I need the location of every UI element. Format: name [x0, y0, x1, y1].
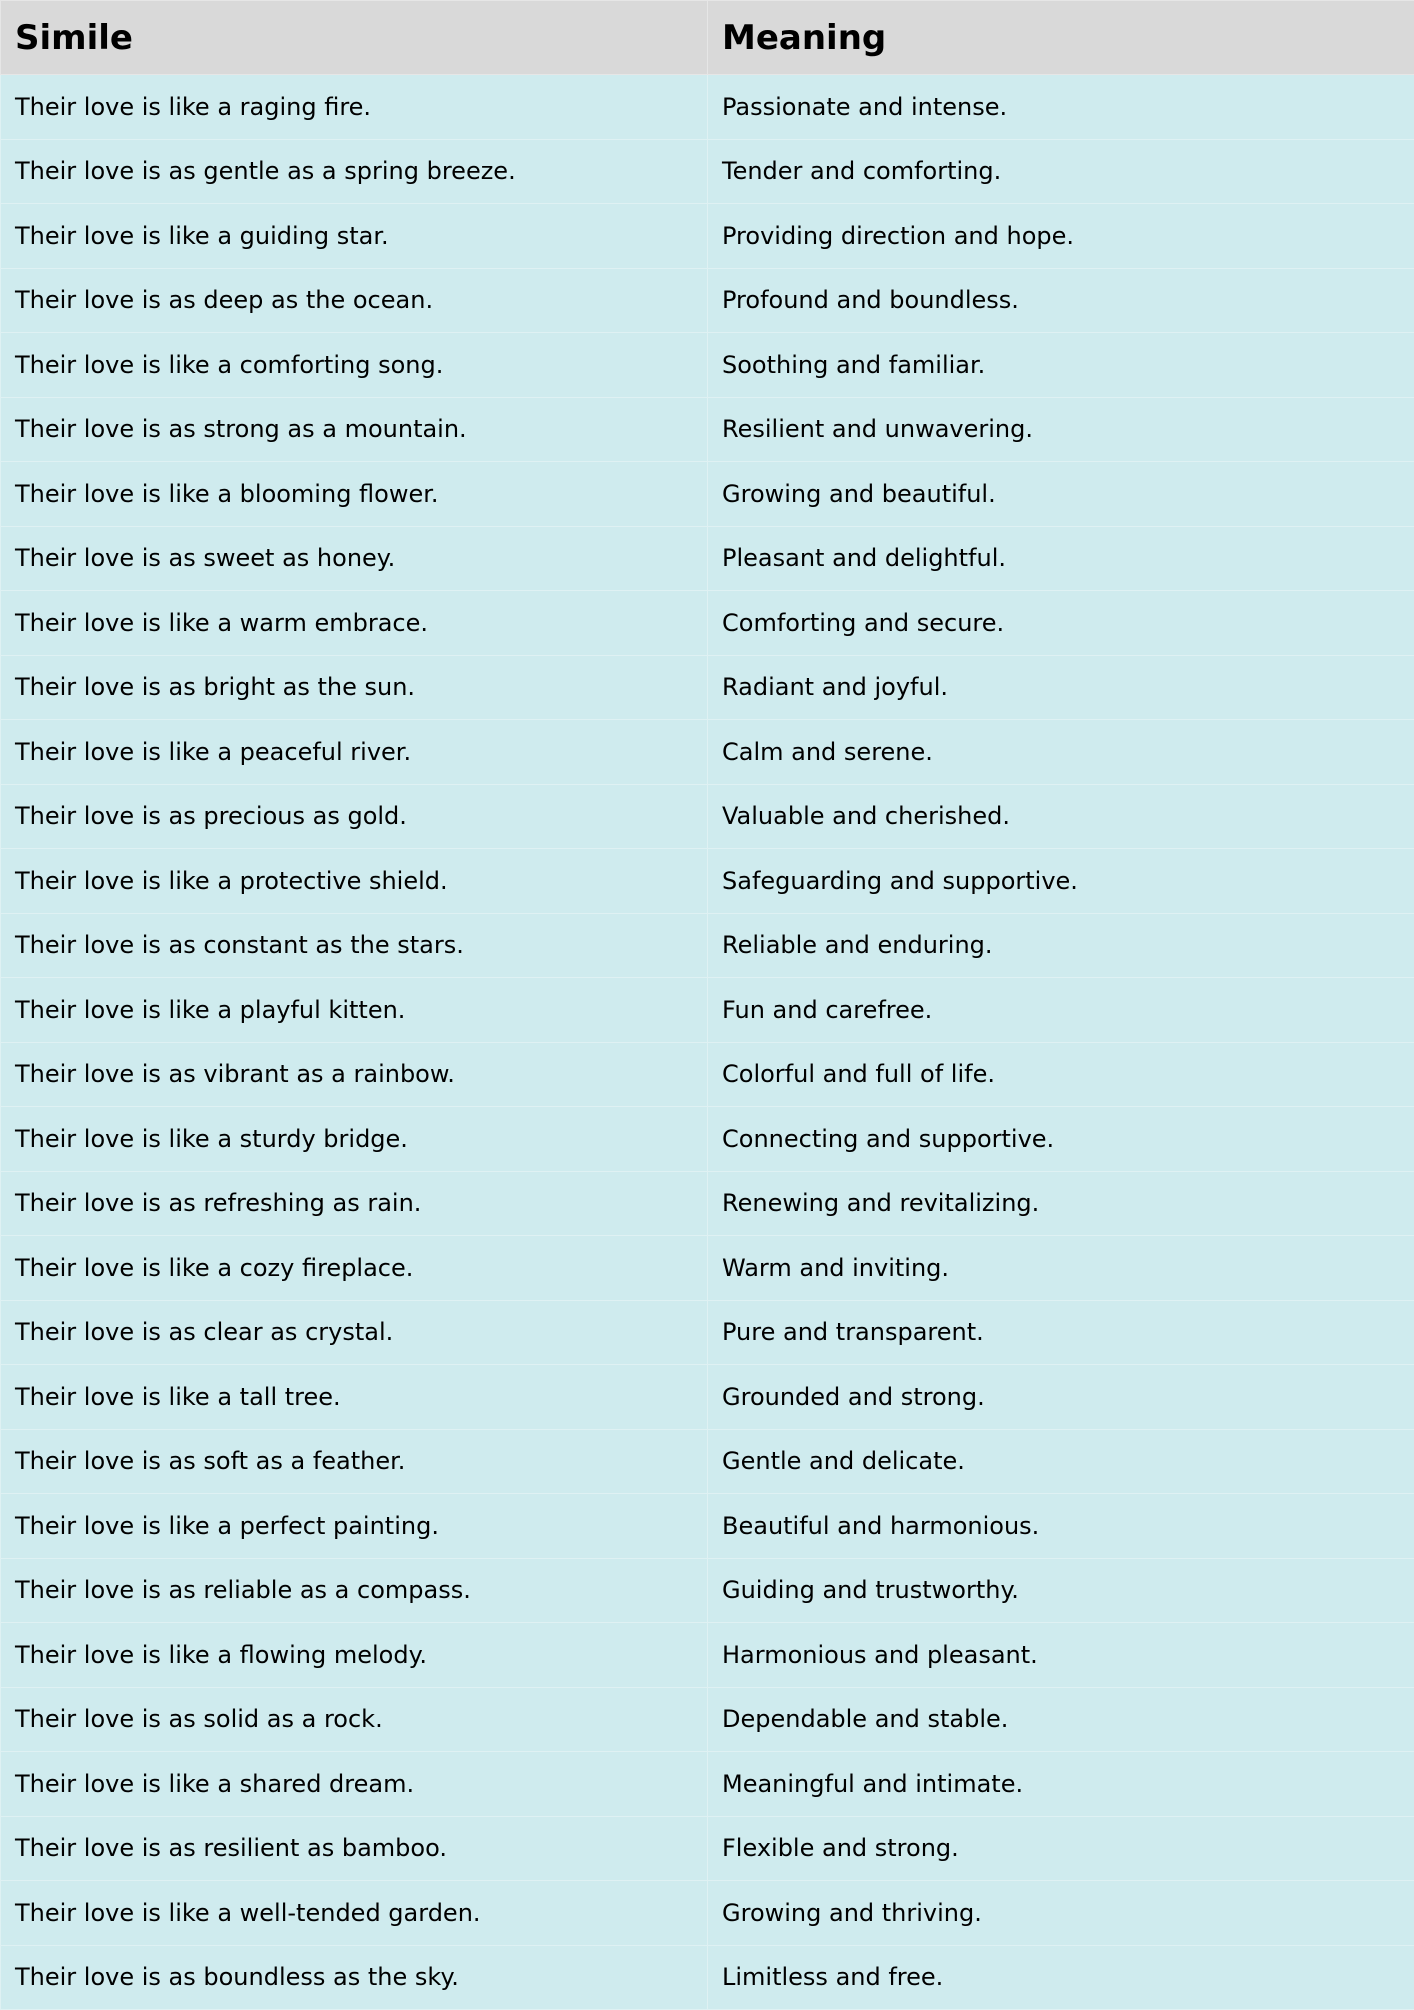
table-row	[1, 1300, 1414, 1365]
table-row	[1, 1171, 1414, 1236]
table-row	[1, 1107, 1414, 1172]
simile-cell: Their love is like a warm embrace.	[1, 591, 708, 656]
table-row	[1, 1687, 1414, 1752]
meaning-cell: Flexible and strong.	[708, 1816, 1414, 1881]
table-body	[1, 75, 1414, 2010]
meaning-cell: Passionate and intense.	[708, 75, 1414, 140]
table-row	[1, 1752, 1414, 1817]
meaning-cell: Pure and transparent.	[708, 1300, 1414, 1365]
table-row	[1, 1042, 1414, 1107]
table-row	[1, 1365, 1414, 1430]
table-row	[1, 655, 1414, 720]
table-row	[1, 204, 1414, 269]
meaning-cell: Connecting and supportive.	[708, 1107, 1414, 1172]
meaning-cell: Renewing and revitalizing.	[708, 1171, 1414, 1236]
table-row	[1, 978, 1414, 1043]
meaning-cell: Comforting and secure.	[708, 591, 1414, 656]
simile-cell: Their love is as solid as a rock.	[1, 1687, 708, 1752]
simile-cell: Their love is as constant as the stars.	[1, 913, 708, 978]
simile-cell: Their love is as soft as a feather.	[1, 1429, 708, 1494]
table-row	[1, 462, 1414, 527]
meaning-cell: Profound and boundless.	[708, 268, 1414, 333]
simile-cell: Their love is as gentle as a spring breeze.	[1, 139, 708, 204]
meaning-cell: Providing direction and hope.	[708, 204, 1414, 269]
meaning-cell: Fun and carefree.	[708, 978, 1414, 1043]
table-row	[1, 720, 1414, 785]
simile-cell: Their love is like a blooming flower.	[1, 462, 708, 527]
table-row	[1, 784, 1414, 849]
meaning-cell: Warm and inviting.	[708, 1236, 1414, 1301]
simile-cell: Their love is as reliable as a compass.	[1, 1558, 708, 1623]
simile-cell: Their love is as resilient as bamboo.	[1, 1816, 708, 1881]
table-row	[1, 333, 1414, 398]
meaning-cell: Grounded and strong.	[708, 1365, 1414, 1430]
meaning-cell: Growing and thriving.	[708, 1881, 1414, 1946]
table-row	[1, 268, 1414, 333]
simile-cell: Their love is like a peaceful river.	[1, 720, 708, 785]
table-row	[1, 526, 1414, 591]
meaning-cell: Beautiful and harmonious.	[708, 1494, 1414, 1559]
simile-cell: Their love is as sweet as honey.	[1, 526, 708, 591]
simile-cell: Their love is as vibrant as a rainbow.	[1, 1042, 708, 1107]
meaning-cell: Harmonious and pleasant.	[708, 1623, 1414, 1688]
table-row	[1, 591, 1414, 656]
meaning-cell: Meaningful and intimate.	[708, 1752, 1414, 1817]
meaning-cell: Guiding and trustworthy.	[708, 1558, 1414, 1623]
simile-cell: Their love is as strong as a mountain.	[1, 397, 708, 462]
simile-cell: Their love is like a comforting song.	[1, 333, 708, 398]
table-row	[1, 397, 1414, 462]
meaning-cell: Tender and comforting.	[708, 139, 1414, 204]
table-header	[1, 1, 1414, 75]
column-header-meaning: Meaning	[708, 1, 1414, 75]
meaning-cell: Colorful and full of life.	[708, 1042, 1414, 1107]
simile-cell: Their love is like a protective shield.	[1, 849, 708, 914]
meaning-cell: Calm and serene.	[708, 720, 1414, 785]
meaning-cell: Soothing and familiar.	[708, 333, 1414, 398]
table-row	[1, 1816, 1414, 1881]
meaning-cell: Safeguarding and supportive.	[708, 849, 1414, 914]
simile-cell: Their love is as deep as the ocean.	[1, 268, 708, 333]
simile-cell: Their love is as clear as crystal.	[1, 1300, 708, 1365]
simile-cell: Their love is as bright as the sun.	[1, 655, 708, 720]
column-header-simile: Simile	[1, 1, 708, 75]
simile-cell: Their love is like a perfect painting.	[1, 1494, 708, 1559]
table-row	[1, 1558, 1414, 1623]
simile-cell: Their love is like a well-tended garden.	[1, 1881, 708, 1946]
meaning-cell: Limitless and free.	[708, 1945, 1414, 2010]
meaning-cell: Pleasant and delightful.	[708, 526, 1414, 591]
meaning-cell: Resilient and unwavering.	[708, 397, 1414, 462]
meaning-cell: Valuable and cherished.	[708, 784, 1414, 849]
simile-cell: Their love is like a shared dream.	[1, 1752, 708, 1817]
simile-cell: Their love is like a cozy fireplace.	[1, 1236, 708, 1301]
meaning-cell: Reliable and enduring.	[708, 913, 1414, 978]
table-row	[1, 849, 1414, 914]
simile-cell: Their love is like a guiding star.	[1, 204, 708, 269]
meaning-cell: Growing and beautiful.	[708, 462, 1414, 527]
simile-cell: Their love is like a playful kitten.	[1, 978, 708, 1043]
meaning-cell: Radiant and joyful.	[708, 655, 1414, 720]
table-row	[1, 1236, 1414, 1301]
simile-cell: Their love is like a flowing melody.	[1, 1623, 708, 1688]
header-row	[1, 1, 1414, 75]
meaning-cell: Gentle and delicate.	[708, 1429, 1414, 1494]
table-row	[1, 139, 1414, 204]
simile-cell: Their love is like a tall tree.	[1, 1365, 708, 1430]
table-row	[1, 1623, 1414, 1688]
table-row	[1, 1494, 1414, 1559]
table-row	[1, 913, 1414, 978]
simile-cell: Their love is like a raging fire.	[1, 75, 708, 140]
simile-cell: Their love is like a sturdy bridge.	[1, 1107, 708, 1172]
table-row	[1, 1429, 1414, 1494]
simile-cell: Their love is as boundless as the sky.	[1, 1945, 708, 2010]
meaning-cell: Dependable and stable.	[708, 1687, 1414, 1752]
table-row	[1, 75, 1414, 140]
table-row	[1, 1881, 1414, 1946]
simile-cell: Their love is as precious as gold.	[1, 784, 708, 849]
simile-cell: Their love is as refreshing as rain.	[1, 1171, 708, 1236]
